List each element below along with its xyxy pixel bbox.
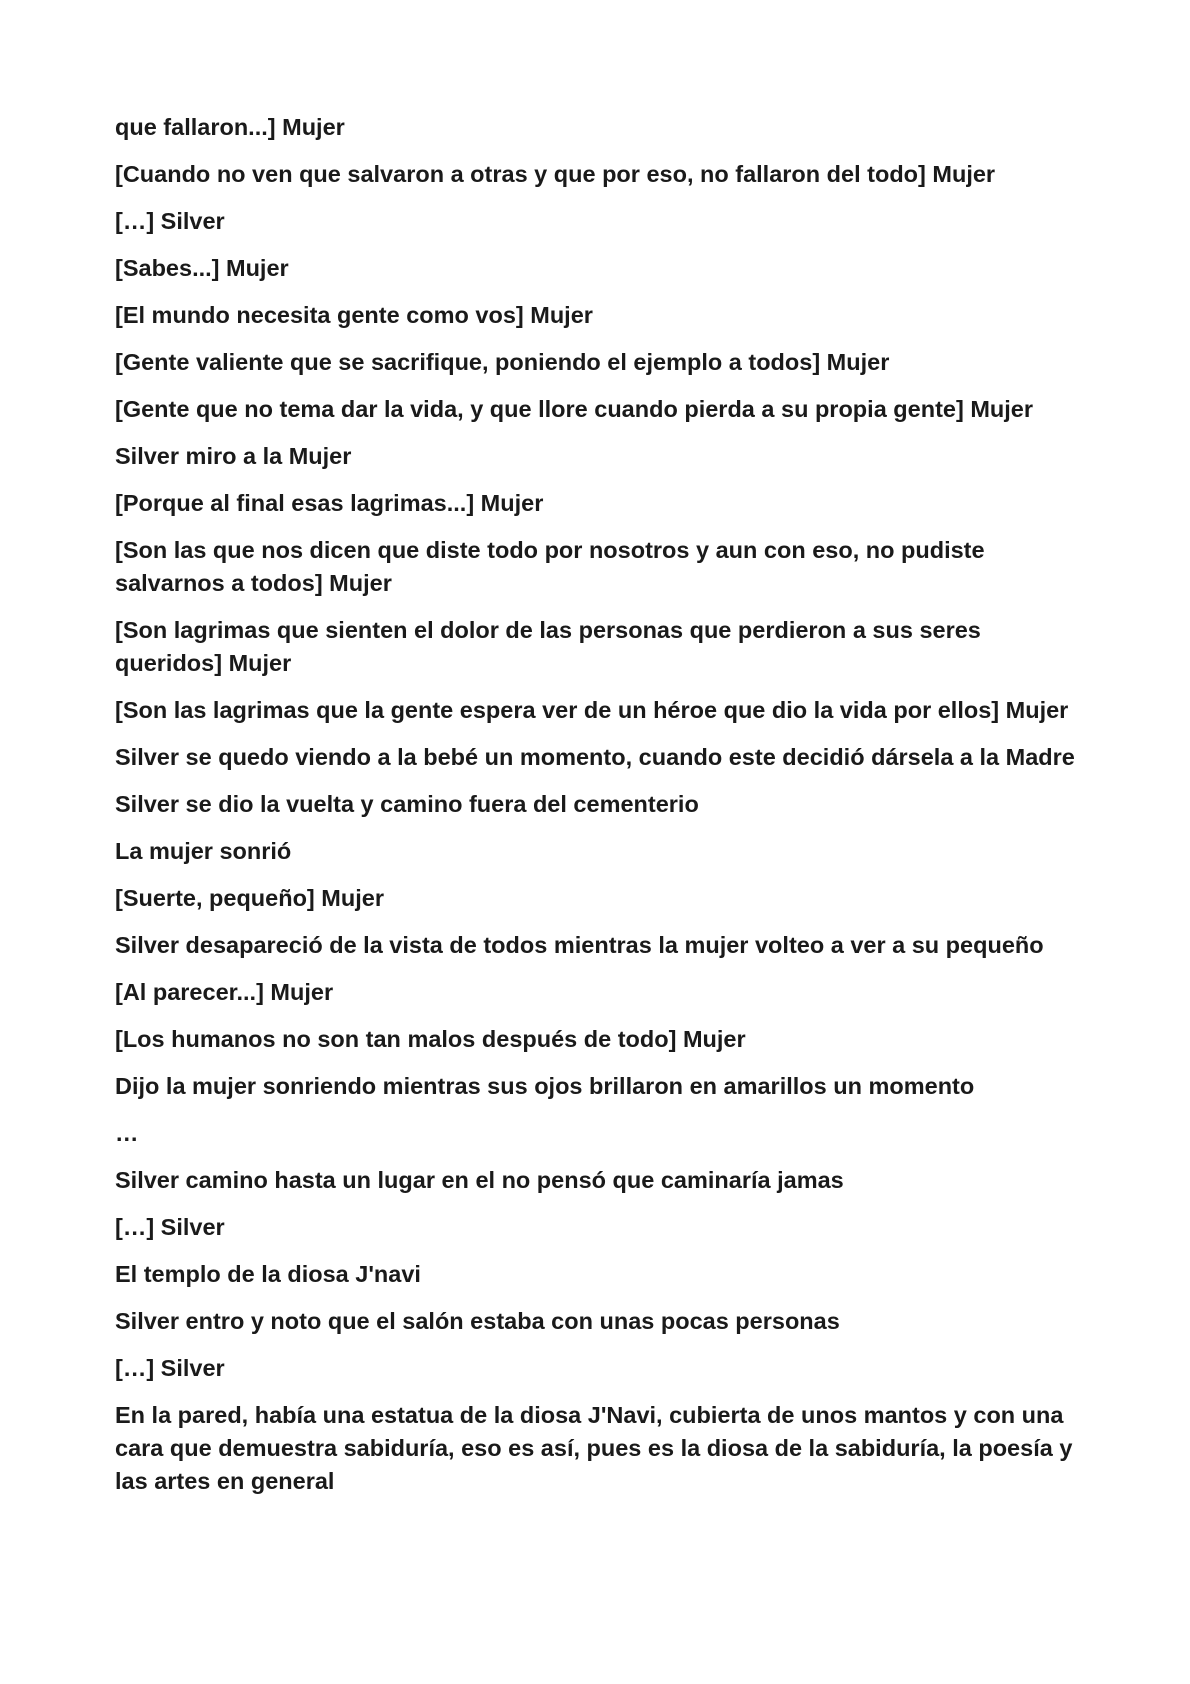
paragraph: Silver camino hasta un lugar en el no pensó que caminaría jamas (115, 1167, 844, 1193)
paragraph: [Gente que no tema dar la vida, y que llore cuando pierda a su propia gente] Mujer (115, 396, 1033, 422)
paragraph: Dijo la mujer sonriendo mientras sus ojos brillaron en amarillos un momento (115, 1073, 975, 1099)
paragraph: [Suerte, pequeño] Mujer (115, 885, 384, 911)
paragraph: [Son lagrimas que sienten el dolor de las personas que perdieron a sus seres queridos] Mujer (115, 617, 981, 676)
paragraph: Silver se dio la vuelta y camino fuera del cementerio (115, 791, 699, 817)
paragraph: Silver entro y noto que el salón estaba con unas pocas personas (115, 1308, 840, 1334)
paragraph: La mujer sonrió (115, 838, 292, 864)
paragraph: [Son las lagrimas que la gente espera ver de un héroe que dio la vida por ellos] Mujer (115, 697, 1069, 723)
paragraph: […] Silver (115, 1355, 225, 1381)
paragraph: Silver se quedo viendo a la bebé un momento, cuando este decidió dársela a la Madre (115, 744, 1075, 770)
paragraph: […] Silver (115, 208, 225, 234)
paragraph: que fallaron...] Mujer (115, 114, 345, 140)
paragraph: Silver desapareció de la vista de todos mientras la mujer volteo a ver a su pequeño (115, 932, 1044, 958)
paragraph: … (115, 1120, 139, 1146)
paragraph: [Cuando no ven que salvaron a otras y que por eso, no fallaron del todo] Mujer (115, 161, 996, 187)
paragraph: El templo de la diosa J'navi (115, 1261, 421, 1287)
paragraph: [Son las que nos dicen que diste todo por nosotros y aun con eso, no pudiste salvarnos a todos] Mujer (115, 537, 985, 596)
document-body (115, 111, 1075, 1512)
paragraph: [Al parecer...] Mujer (115, 979, 334, 1005)
paragraph: [Los humanos no son tan malos después de todo] Mujer (115, 1026, 746, 1052)
paragraph: […] Silver (115, 1214, 225, 1240)
paragraph: [Sabes...] Mujer (115, 255, 289, 281)
paragraph: Silver miro a la Mujer (115, 443, 352, 469)
paragraph: [El mundo necesita gente como vos] Mujer (115, 302, 593, 328)
paragraph: [Porque al final esas lagrimas...] Mujer (115, 490, 544, 516)
paragraph: [Gente valiente que se sacrifique, poniendo el ejemplo a todos] Mujer (115, 349, 890, 375)
paragraph: En la pared, había una estatua de la diosa J'Navi, cubierta de unos mantos y con una cara que demuestra sabiduría, eso es así, pues es la diosa de la sabiduría, la poesía y las artes en general (115, 1402, 1073, 1494)
